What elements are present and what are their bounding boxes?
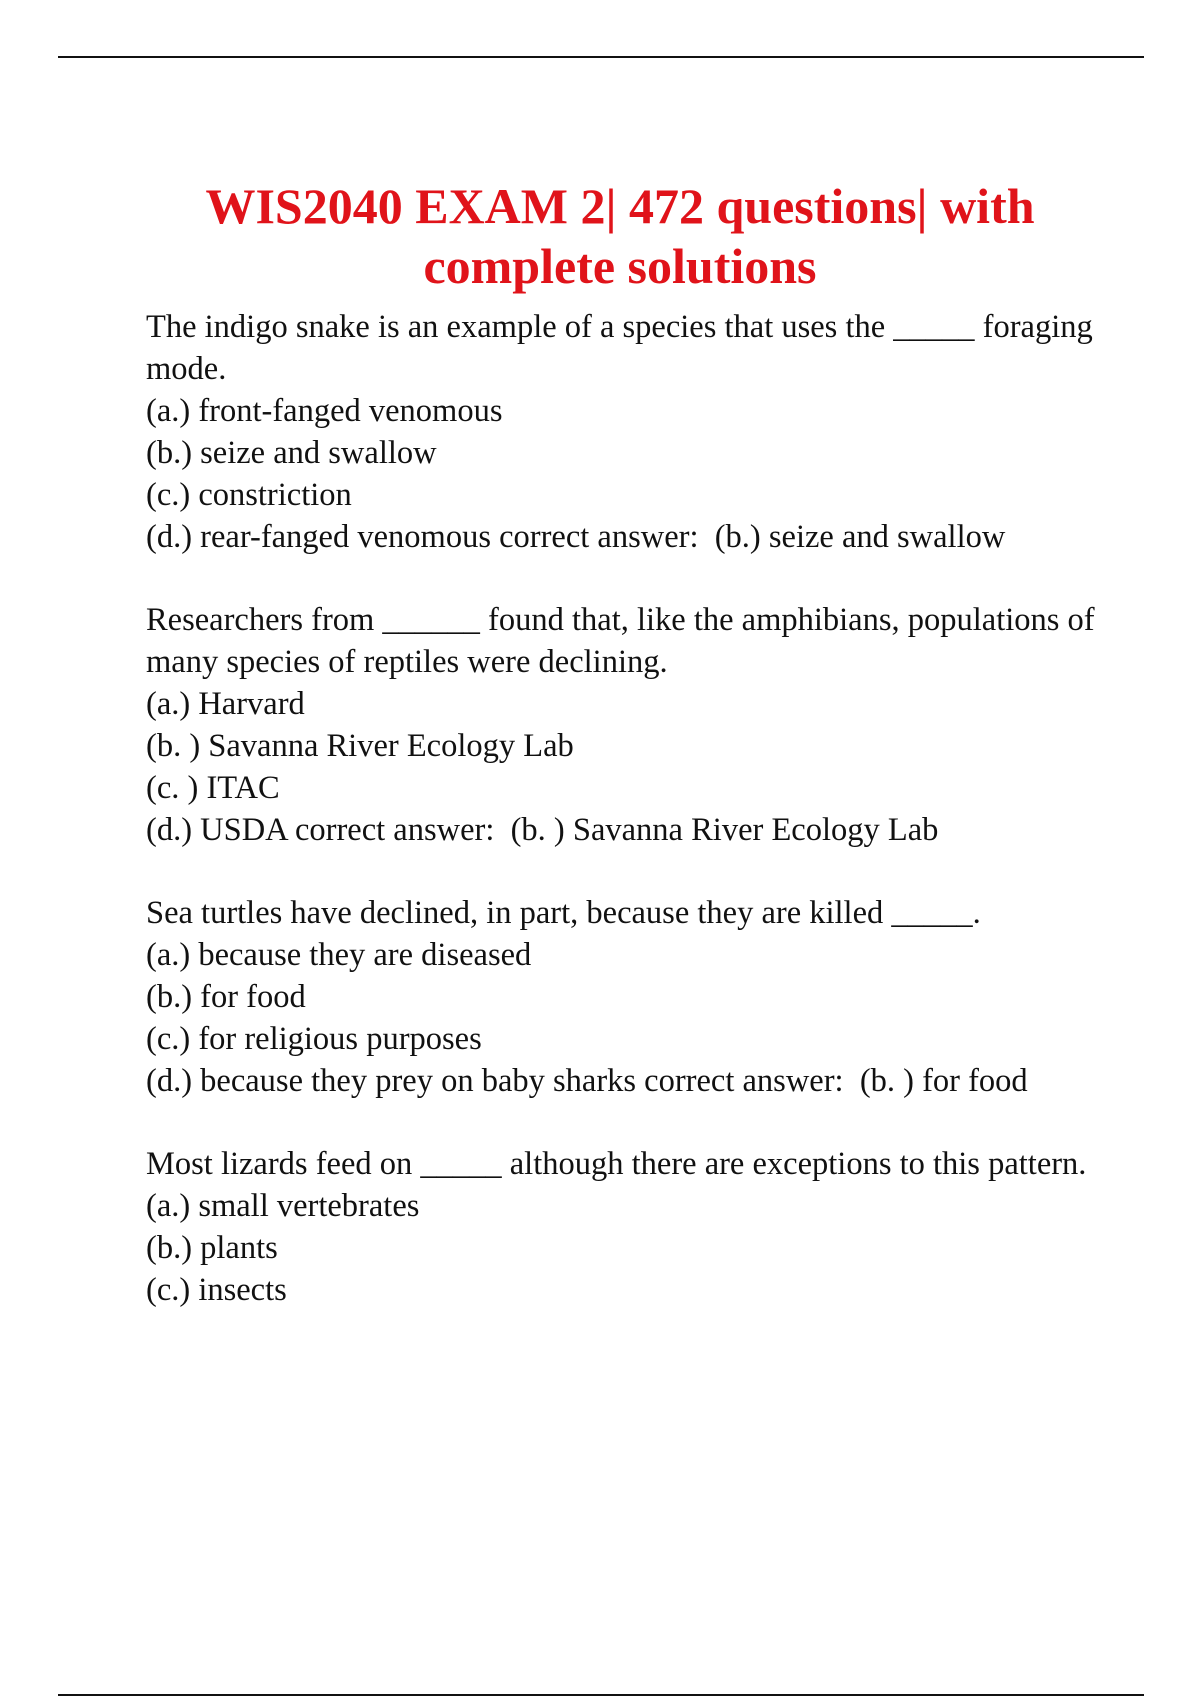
option-d: (d.) rear-fanged venomous (146, 519, 491, 555)
footer-rule (58, 1694, 1144, 1696)
option-c: (c.) insects (146, 1272, 287, 1308)
option-d-with-answer (146, 809, 1106, 851)
correct-answer: correct answer: (b. ) for food (636, 1063, 1028, 1099)
question-stem: The indigo snake is an example of a species that uses the _____ foraging mode. (146, 309, 1093, 387)
option-a: (a.) front-fanged venomous (146, 393, 503, 429)
question-stem: Most lizards feed on _____ although there are exceptions to this pattern. (146, 1146, 1087, 1182)
question-2 (146, 599, 1106, 851)
option-d-with-answer (146, 1060, 1106, 1102)
header-rule (58, 56, 1144, 58)
option-c: (c.) constriction (146, 477, 352, 513)
option-d: (d.) USDA (146, 812, 287, 848)
option-d: (d.) because they prey on baby sharks (146, 1063, 637, 1099)
option-b: (b. ) Savanna River Ecology Lab (146, 728, 574, 764)
option-d-with-answer (146, 516, 1106, 558)
option-c: (c. ) ITAC (146, 770, 280, 806)
correct-answer: correct answer: (b.) seize and swallow (490, 519, 1006, 555)
question-1 (146, 306, 1106, 558)
question-list (146, 306, 1106, 1352)
option-b: (b.) for food (146, 979, 306, 1015)
option-b: (b.) seize and swallow (146, 435, 437, 471)
option-c: (c.) for religious purposes (146, 1021, 482, 1057)
document-title: WIS2040 EXAM 2| 472 questions| with complete solutions (205, 177, 1035, 294)
option-a: (a.) because they are diseased (146, 937, 532, 973)
question-4 (146, 1143, 1106, 1311)
question-stem: Sea turtles have declined, in part, because they are killed _____. (146, 895, 981, 931)
option-b: (b.) plants (146, 1230, 278, 1266)
question-stem: Researchers from ______ found that, like the amphibians, populations of many species of reptiles were declining. (146, 602, 1095, 680)
option-a: (a.) small vertebrates (146, 1188, 420, 1224)
option-a: (a.) Harvard (146, 686, 305, 722)
correct-answer: correct answer: (b. ) Savanna River Ecology Lab (286, 812, 939, 848)
question-3 (146, 892, 1106, 1102)
